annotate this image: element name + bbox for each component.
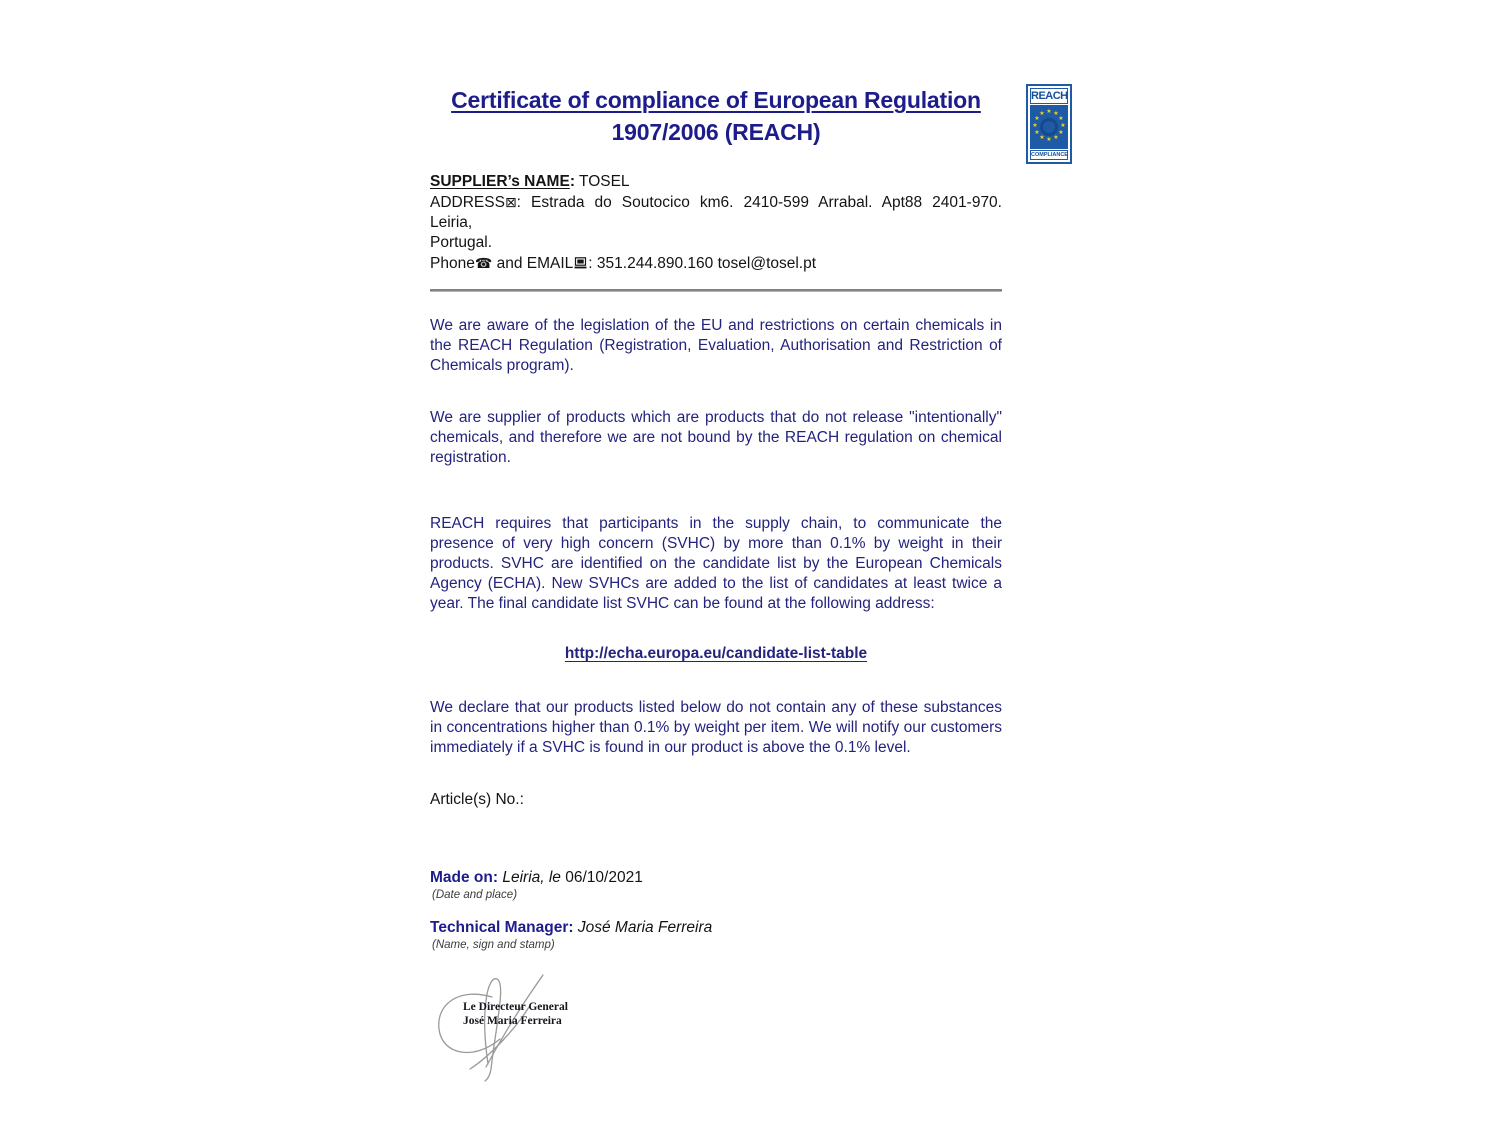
title-line-2: 1907/2006 (REACH): [611, 119, 821, 145]
and-word: and: [496, 255, 523, 272]
eu-star-icon: ★: [1039, 135, 1045, 141]
paragraph-reach-requirements: REACH requires that participants in the supply chain, to communicate the presence of very high concern (SVHC) by more than 0.1% by weight in their products. SVHC are identified on the candidate list by the European Chemicals Agency (ECHA). New SVHCs are added to the list of candidates at least twice a year. The final candidate list SVHC can be found at the following address:: [430, 515, 1002, 612]
eu-star-icon: ★: [1046, 137, 1052, 143]
eu-star-icon: ★: [1032, 123, 1038, 129]
phone-label: Phone: [430, 255, 475, 272]
eu-star-icon: ★: [1034, 116, 1040, 122]
contact-value: 351.244.890.160 tosel@tosel.pt: [596, 255, 817, 272]
technical-manager-label: Technical Manager:: [430, 919, 574, 936]
supplier-name-line: [430, 172, 1002, 192]
made-on-line: [430, 868, 1002, 888]
eu-star-icon: ★: [1039, 111, 1045, 117]
horizontal-rule: [430, 289, 1002, 292]
name-sign-stamp-caption: (Name, sign and stamp): [432, 939, 555, 951]
computer-icon: [574, 255, 587, 275]
date-place-caption: (Date and place): [432, 889, 518, 901]
email-label: EMAIL: [526, 255, 574, 272]
supplier-name-label: SUPPLIER’s NAME: [430, 173, 570, 190]
eu-circle-mark: [1040, 118, 1058, 136]
eu-star-icon: ★: [1034, 130, 1040, 136]
candidate-list-link[interactable]: http://echa.europa.eu/candidate-list-table: [564, 645, 868, 662]
articles-no-label: Article(s) No.:: [430, 791, 524, 808]
eu-star-icon: ★: [1046, 109, 1052, 115]
eu-star-icon: ★: [1053, 111, 1059, 117]
technical-manager-name: José Maria Ferreira: [577, 919, 713, 936]
signature-text: [463, 1000, 568, 1028]
reach-logo-compliance-label: COMPLIANCE: [1031, 152, 1068, 158]
phone-icon: ☎: [474, 255, 493, 271]
contact-colon: :: [588, 255, 593, 272]
signature-name: José Maria Ferreira: [463, 1015, 562, 1027]
made-on-label: Made on:: [430, 869, 499, 886]
technical-manager-line: [430, 918, 1002, 938]
page-title: [430, 84, 1002, 148]
signature-block: [430, 967, 600, 1087]
supplier-address-line2: Portugal.: [430, 234, 493, 251]
address-value-line1: Estrada do Soutocico km6. 2410-599 Arrabal. Apt88 2401-970. Leiria,: [430, 194, 1002, 231]
eu-star-icon: ★: [1058, 130, 1064, 136]
address-label: ADDRESS: [430, 194, 505, 211]
document-page: [430, 0, 1002, 1087]
eu-star-icon: ★: [1053, 135, 1059, 141]
title-line-1: Certificate of compliance of European Regulation: [451, 87, 981, 113]
supplier-name-value: TOSEL: [579, 173, 630, 190]
paragraph-declaration: We declare that our products listed below do not contain any of these substances in concentrations higher than 0.1% by weight per item. We will notify our customers immediately if a SVHC is found in our product is above the 0.1% level.: [430, 699, 1002, 756]
address-colon: :: [516, 194, 521, 211]
envelope-icon: ⊠: [504, 194, 517, 210]
eu-star-icon: ★: [1060, 123, 1066, 129]
made-on-place: Leiria, le: [502, 869, 561, 886]
eu-star-icon: ★: [1058, 116, 1064, 122]
signature-title: Le Directeur General: [463, 1001, 568, 1013]
supplier-address-line: [430, 192, 1002, 233]
supplier-contact-line: [430, 253, 1002, 275]
made-on-date: 06/10/2021: [565, 869, 643, 886]
paragraph-awareness: We are aware of the legislation of the EU and restrictions on certain chemicals in the REACH Regulation (Registration, Evaluation, Authorisation and Restriction of Chemicals program).: [430, 317, 1002, 374]
candidate-list-link-line: [430, 644, 1002, 664]
reach-compliance-logo: [1026, 84, 1072, 164]
supplier-name-colon: :: [569, 173, 575, 190]
paragraph-supplier-statement: We are supplier of products which are products that do not release "intentionally" chemicals, and therefore we are not bound by the REACH regulation on chemical registration.: [430, 409, 1002, 466]
eu-stars-field: [1030, 105, 1068, 149]
reach-logo-title: REACH: [1031, 90, 1068, 102]
supplier-block: [430, 172, 1002, 275]
